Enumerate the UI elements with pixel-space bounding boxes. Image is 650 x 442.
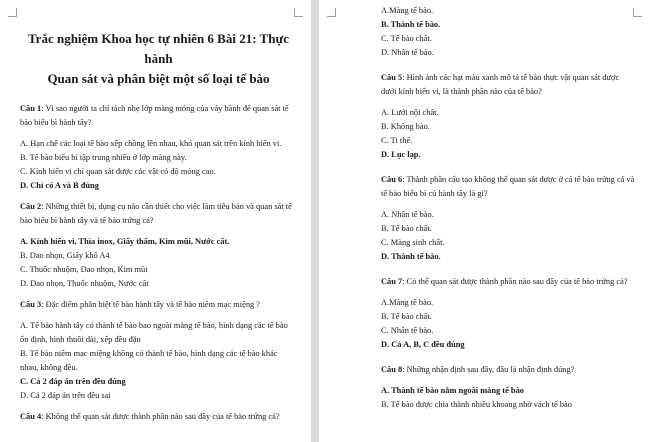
option: A. Lưới nội chất. [381,108,439,117]
option: D. Dao nhọn, Thuốc nhuộm, Nước cất [20,279,149,288]
crop-mark [294,8,303,17]
option: A.Màng tế bào. [381,6,434,15]
correct-option: C. Cả 2 đáp án trên đều đúng [20,377,126,386]
option: A.Màng tế bào. [381,298,434,307]
question-5: Câu 5: Hình ảnh các hạt màu xanh mô tả tế bào thực vật quan sát được dưới kính hiển vi, là thành phần nào của tế bào? [381,73,620,96]
option: B. Tế bào niêm mạc miệng không có thành tế bào, hình dạng các tế bào khác nhau, không đều. [20,349,278,372]
correct-option: A. Kính hiển vi, Thìa inox, Giấy thấm, Kim mũi, Nước cất. [20,237,230,246]
option: C. Thuốc nhuộm, Dao nhọn, Kim mũi [20,265,148,274]
correct-option: D. Cả A, B, C đều đúng [381,340,465,349]
question-7: Câu 7: Có thể quan sát được thành phần nào sau đây của tế bào trứng cá? [381,277,628,286]
crop-mark [327,8,336,17]
question-1: Câu 1: Vì sao người ta chỉ tách nhẹ lớp màng mỏng của vảy hành để quan sát tế bào biểu bì hành tây? [20,104,289,127]
question-6: Câu 6: Thành phần cấu tạo không thể quan sát được ở cả tế bào trứng cá và tế bào biểu bì củ hành tây là gì? [381,175,635,198]
question-2: Câu 2: Những thiết bị, dụng cụ nào cần thiết cho việc làm tiêu bản và quan sát tế bào biểu bì hành tây và tế bào trứng cá? [20,202,292,225]
option: A. Nhân tế bào. [381,210,434,219]
question-4: Câu 4: Không thể quan sát được thành phần nào sau đây của tế bào trứng cá? [20,412,280,421]
option: B. Tế bào chất. [381,312,432,321]
correct-option: D. Lục lạp. [381,150,421,159]
option: B. Tế bào được chia thành nhiều khoang nhờ vách tế bào [381,400,572,409]
option: C. Tế bào chất. [381,34,432,43]
option: C. Nhân tế bào. [381,326,434,335]
correct-option: A. Thành tế bào nằm ngoài màng tế bào [381,386,524,395]
correct-option: B. Thành tế bào. [381,20,441,29]
correct-option: D. Chỉ có A và B đúng [20,181,99,190]
option: A. Tế bào hành tây có thành tế bào bao ngoài màng tế bào, hình dạng các tế bào ổn định, hình thuôi dài, xếp đều đặn [20,321,288,344]
correct-option: D. Thành tế bào. [381,252,441,261]
option: B. Tế bào biểu bì tập trung nhiều ở lớp màng này. [20,153,187,162]
crop-mark [633,8,642,17]
option: C. Kính hiển vi chỉ quan sát được các vật có độ mỏng cao. [20,167,216,176]
document-page-left [0,0,311,442]
crop-mark [8,8,17,17]
option: A. Hạn chế các loại tế bào xếp chồng lên nhau, khó quan sát trên kính hiển vi. [20,139,282,148]
option: B. Không bào. [381,122,430,131]
option: D. Cả 2 đáp án trên đều sai [20,391,111,400]
option: B. Dao nhọn, Giấy khổ A4 [20,251,110,260]
option: B. Tế bào chất. [381,224,432,233]
option: C. Ti thể. [381,136,413,145]
option: D. Nhân tế bào. [381,48,434,57]
document-title: Trắc nghiệm Khoa học tự nhiên 6 Bài 21: Thực hành Quan sát và phân biệt một số loại tế bào [27,31,290,86]
question-8: Câu 8: Những nhận định sau đây, đâu là nhận định đúng? [381,365,575,374]
option: C. Màng sinh chất. [381,238,445,247]
question-3: Câu 3: Đặc điểm phân biệt tế bào hành tây và tế bào niêm mạc miệng ? [20,300,261,309]
document-page-right [319,0,650,442]
